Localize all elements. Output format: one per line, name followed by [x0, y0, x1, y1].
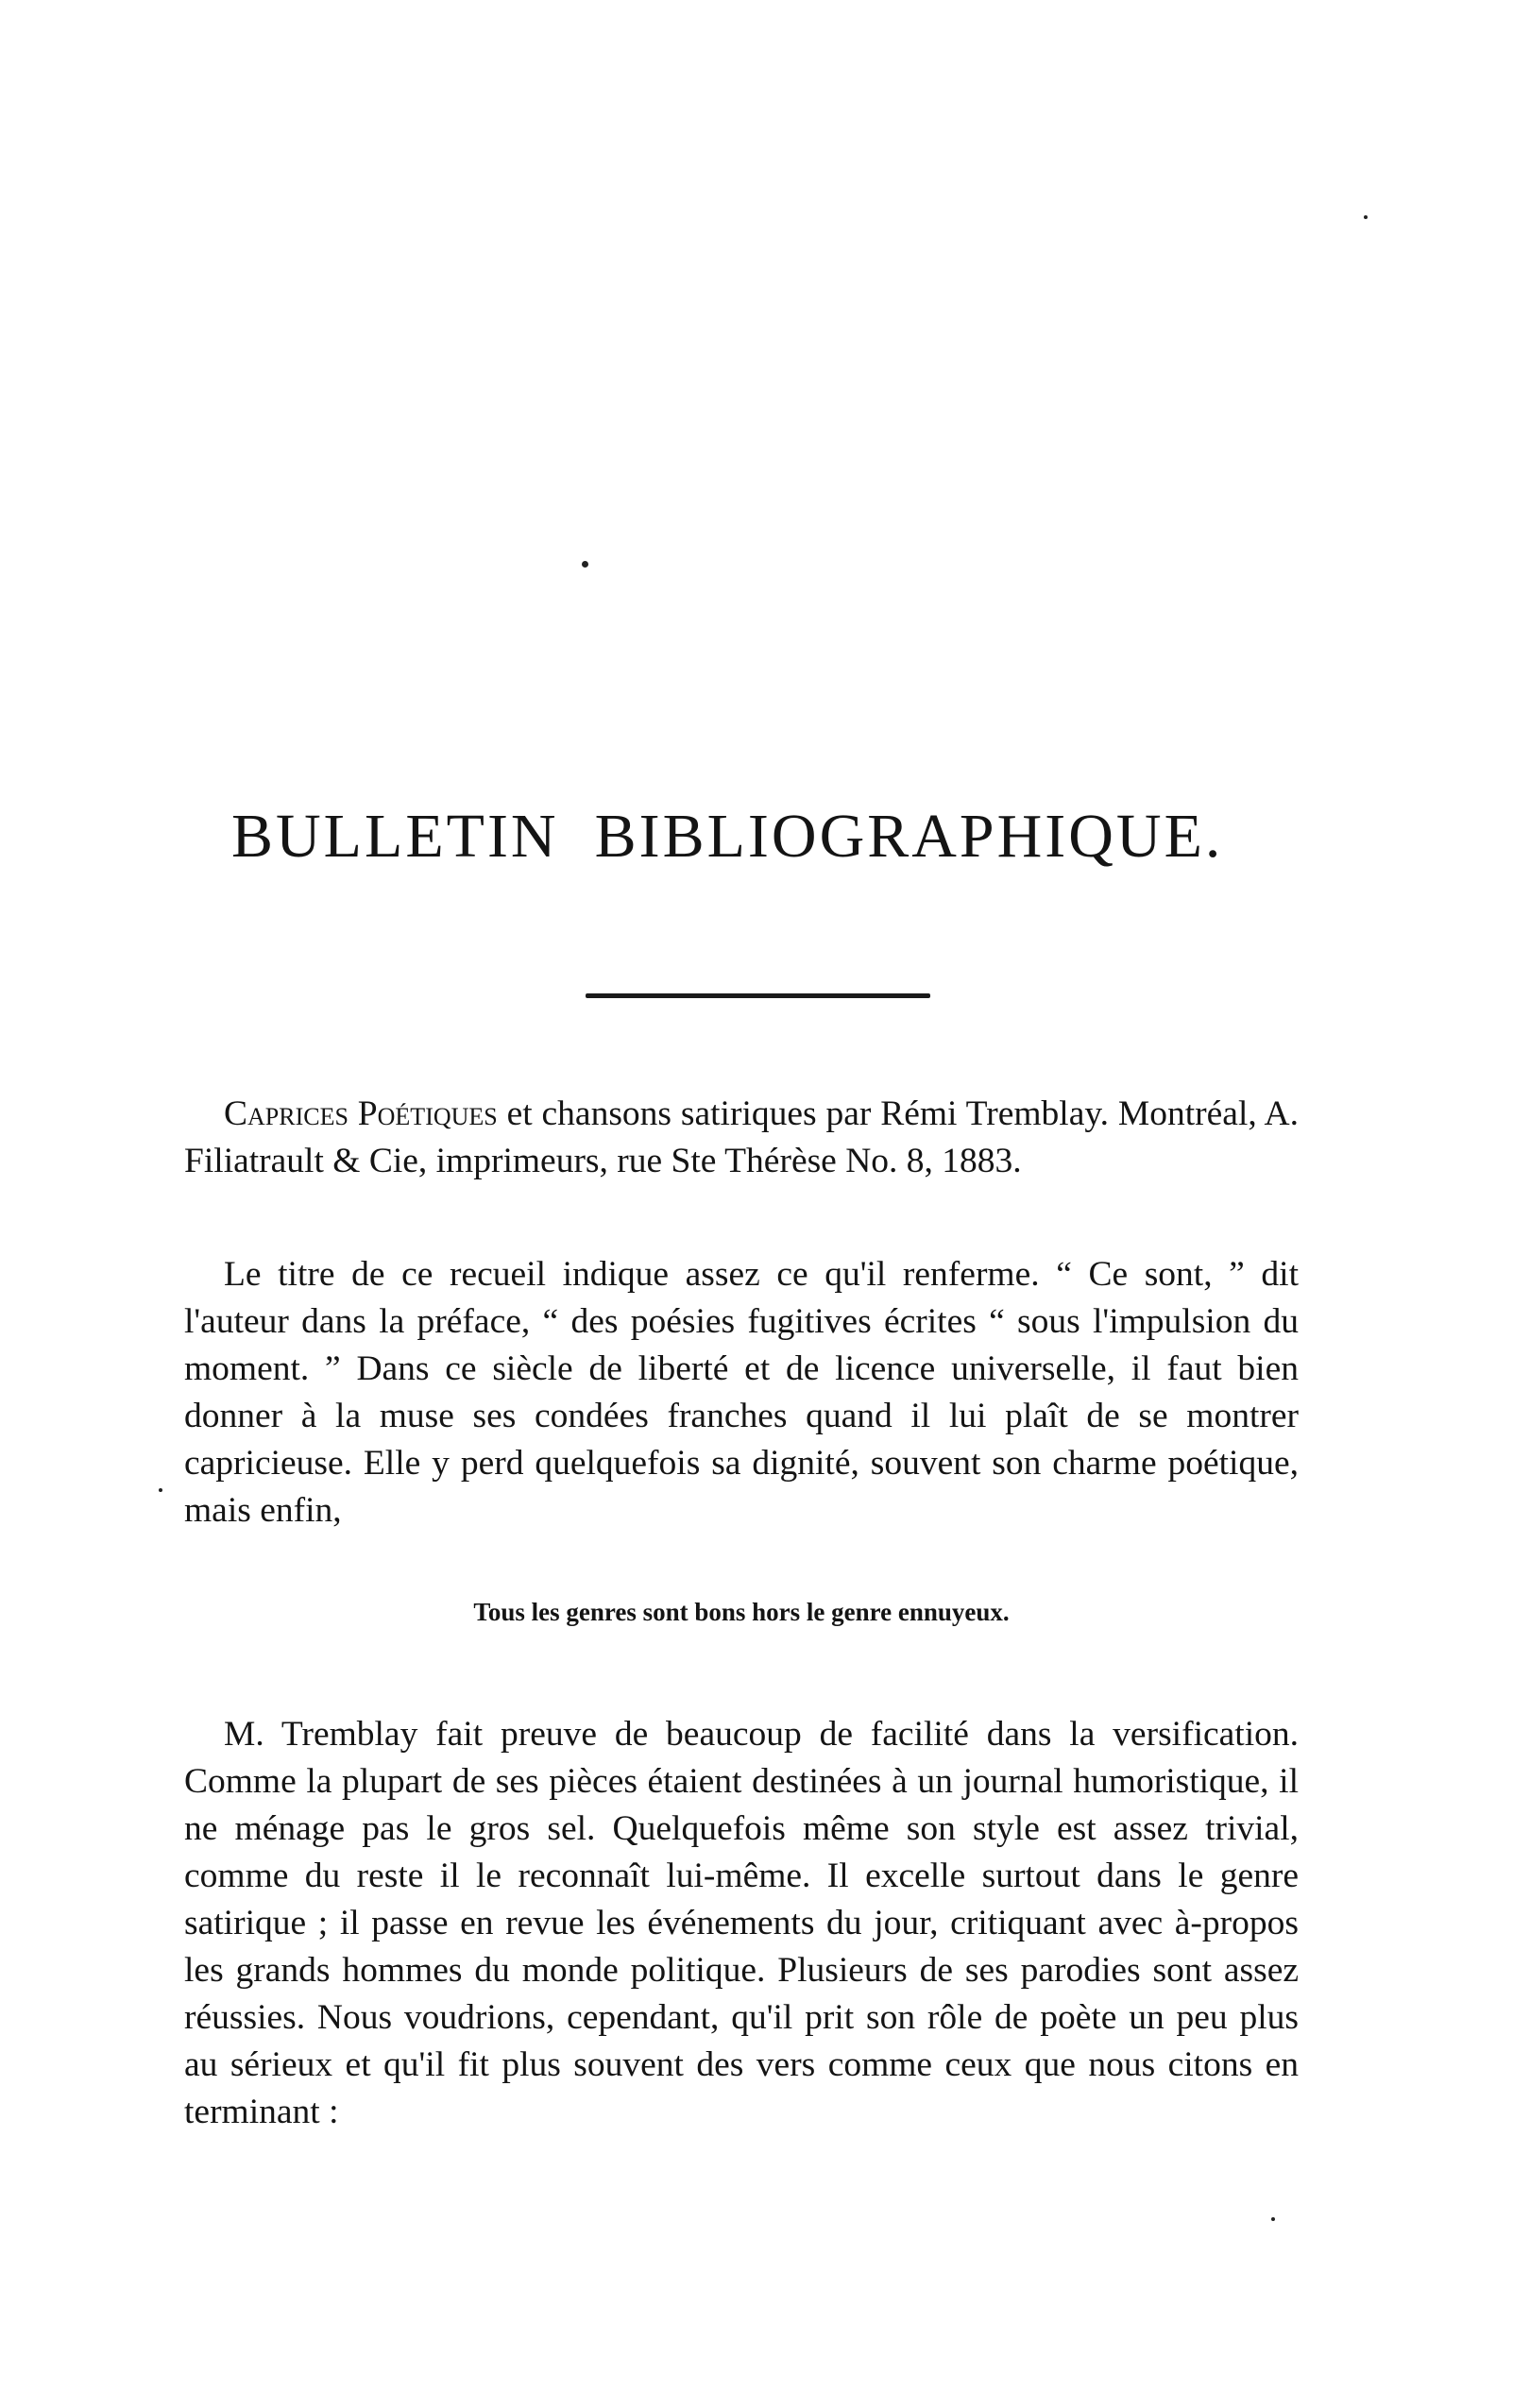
- page-title: [231, 801, 1365, 873]
- print-speck: [159, 1488, 162, 1492]
- title-word-bulletin: BULLETIN: [231, 802, 559, 871]
- book-title: Caprices Poétiques: [224, 1094, 498, 1133]
- title-word-bibliographique: BIBLIOGRAPHIQUE.: [594, 802, 1224, 871]
- print-speck: [1271, 2217, 1275, 2221]
- title-rule-divider: [586, 993, 930, 998]
- review-paragraph: M. Tremblay fait preuve de beaucoup de facilité dans la versification. Comme la plupart de ses pièces étaient destinées à un journal humoristique, il ne ménage pas le gros sel. Quelquefois même son style est assez trivial, comme du reste il le reconnaît lui-même. Il excelle surtout dans le genre satirique ; il passe en revue les événements du jour, critiquant avec à-propos les grands hommes du monde politique. Plusieurs de ses parodies sont assez réussies. Nous voudrions, cependant, qu'il prit son rôle de poète un peu plus au sérieux et qu'il fit plus souvent des vers comme ceux que nous citons en terminant :: [184, 1715, 1299, 2131]
- print-speck: [582, 561, 588, 568]
- citation-details: et chansons satiriques par Rémi Tremblay. Montréal, A. Filiatrault & Cie, imprimeurs, rue Ste Thérèse No. 8, 1883.: [184, 1094, 1299, 1180]
- citation-paragraph: [184, 1091, 1299, 1185]
- intro-paragraph: Le titre de ce recueil indique assez ce qu'il renferme. “ Ce sont, ” dit l'auteur dans la préface, “ des poésies fugitives écrites “ sous l'impulsion du moment. ” Dans ce siècle de liberté et de licence universelle, il faut bien donner à la muse ses condées franches quand il lui plaît de se montrer capricieuse. Elle y perd quelquefois sa dignité, souvent son charme poétique, mais enfin,: [184, 1255, 1299, 1530]
- print-speck: [1364, 215, 1368, 219]
- quoted-verse: Tous les genres sont bons hors le genre ennuyeux.: [473, 1598, 1010, 1626]
